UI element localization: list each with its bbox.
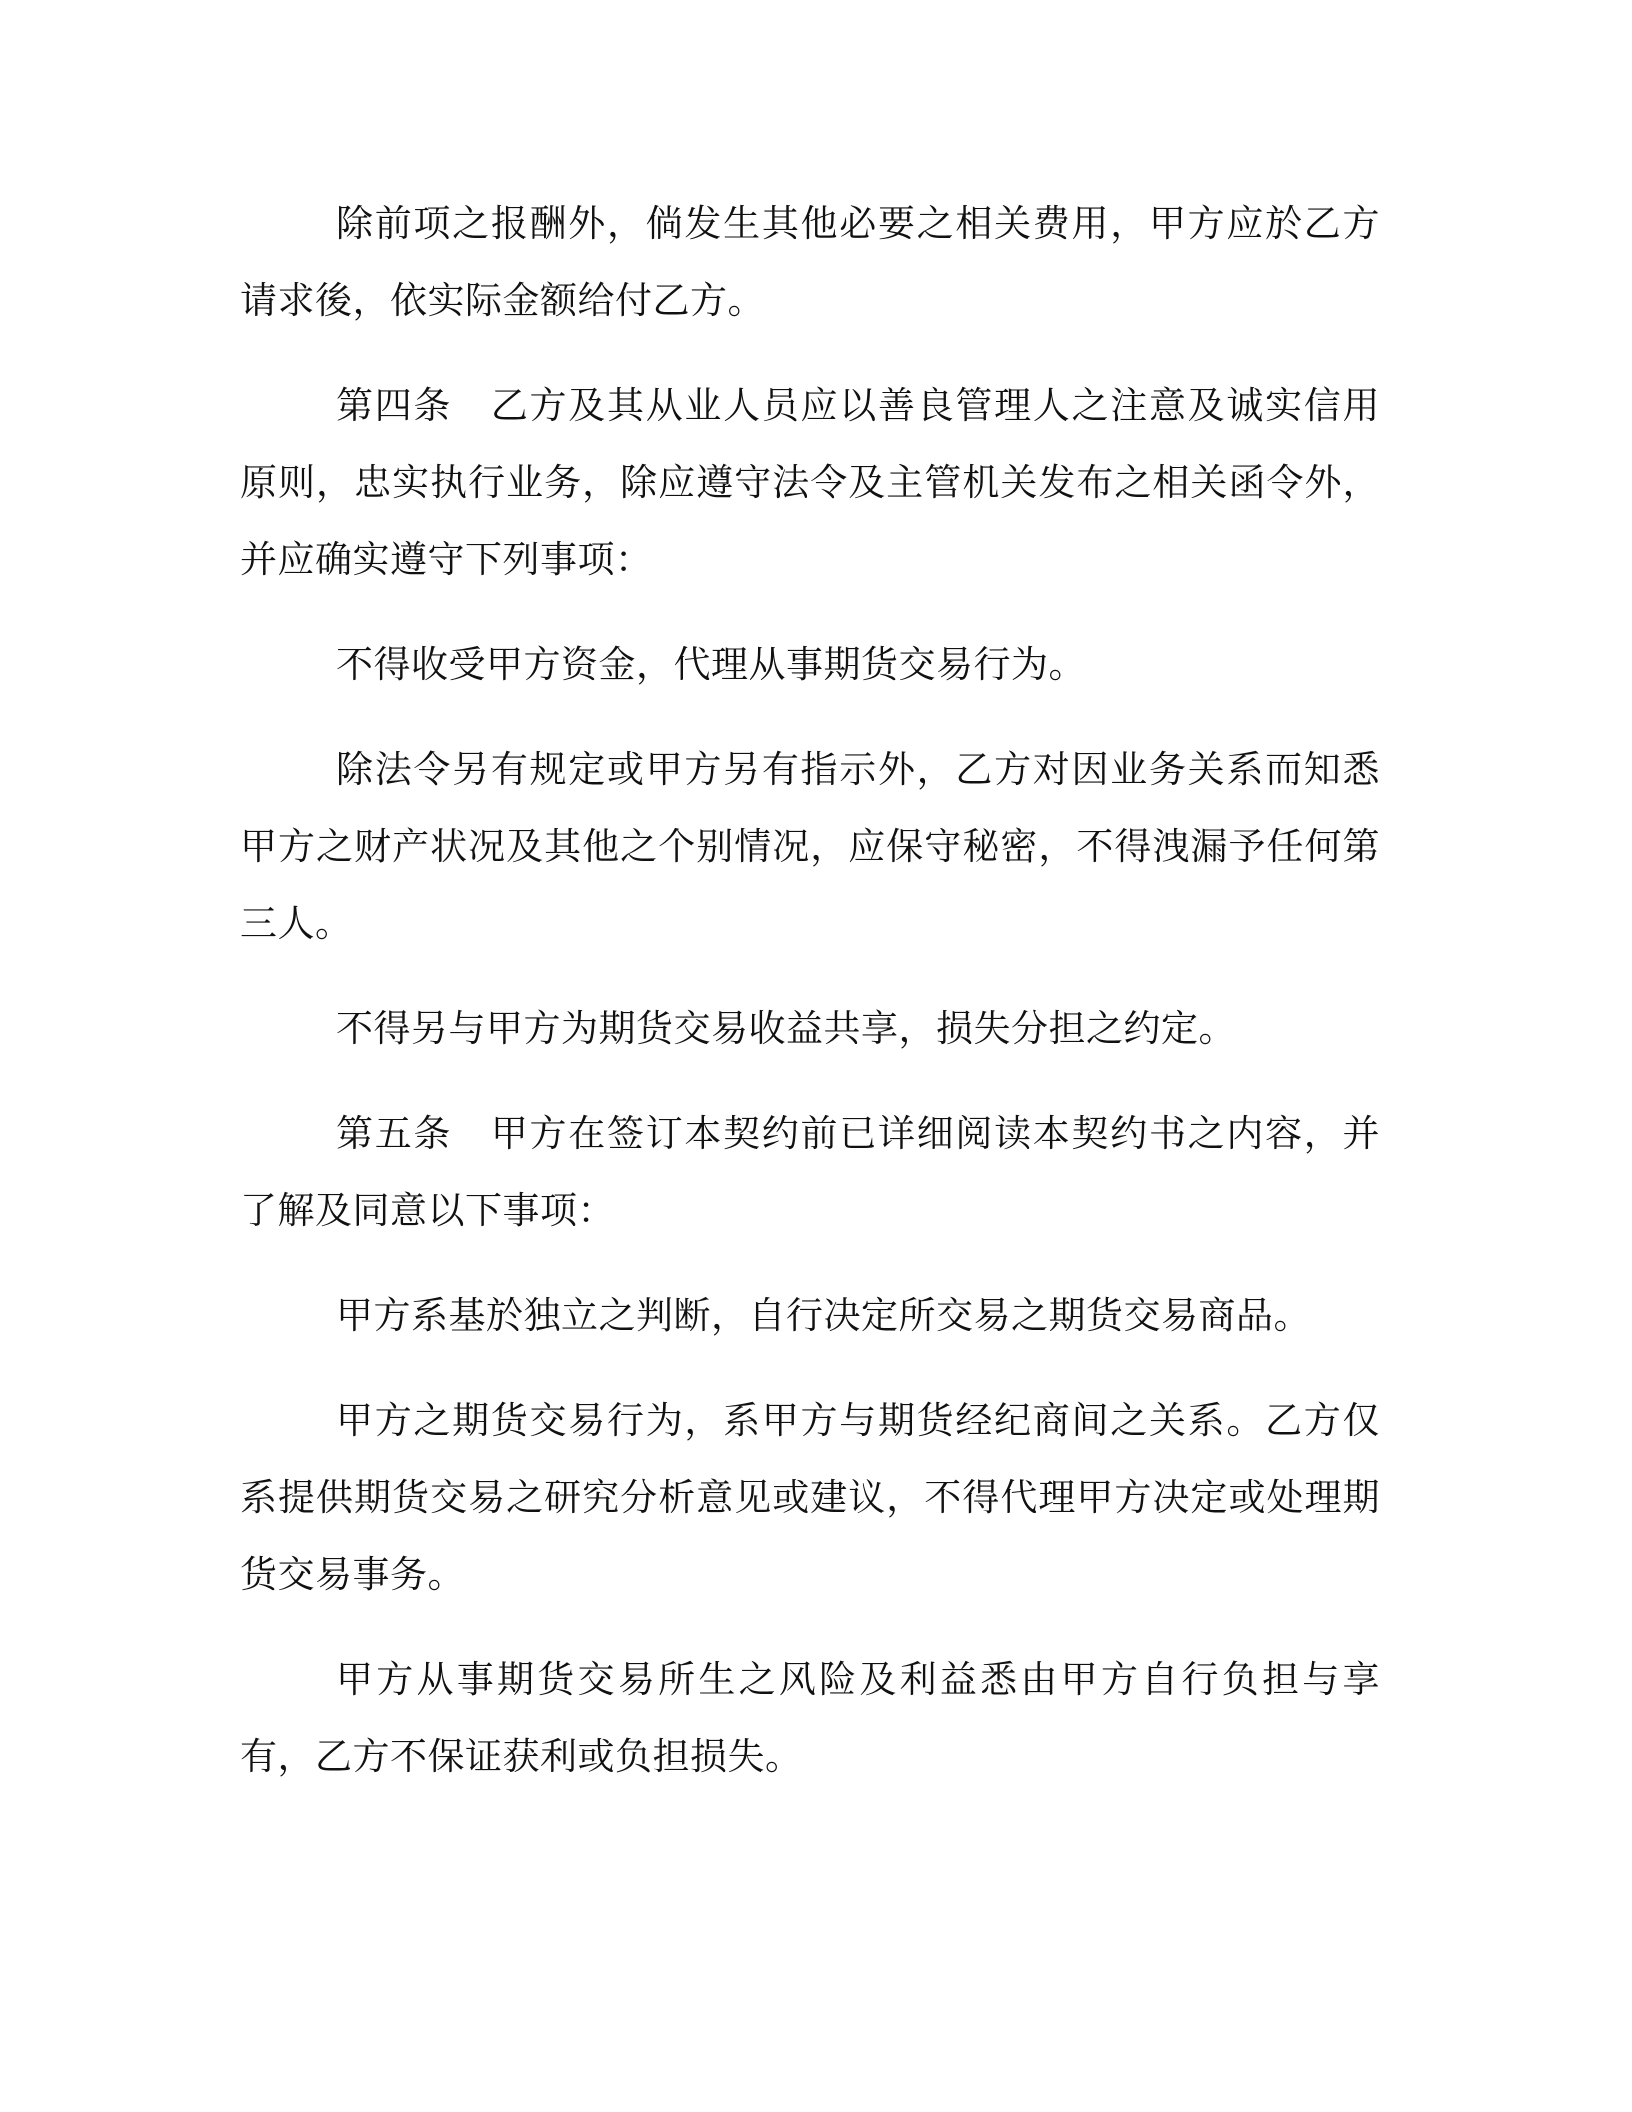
paragraph-broker-relationship: 甲方之期货交易行为，系甲方与期货经纪商间之关系。乙方仅系提供期货交易之研究分析意见或建议，不得代理甲方决定或处理期货交易事务。 [240,1399,1380,1596]
paragraph-no-profit-sharing: 不得另与甲方为期货交易收益共享，损失分担之约定。 [336,1007,1236,1050]
paragraph-confidentiality: 除法令另有规定或甲方另有指示外，乙方对因业务关系而知悉甲方之财产状况及其他之个别情况，应保守秘密，不得洩漏予任何第三人。 [240,748,1380,945]
paragraph-fee-reimbursement: 除前项之报酬外，倘发生其他必要之相关费用，甲方应於乙方请求後，依实际金额给付乙方。 [240,202,1380,322]
paragraph-article-4: 第四条 乙方及其从业人员应以善良管理人之注意及诚实信用原则，忠实执行业务，除应遵守法令及主管机关发布之相关函令外，并应确实遵守下列事项： [240,384,1380,581]
document-body [240,185,1380,1823]
paragraph-independent-judgment: 甲方系基於独立之判断，自行决定所交易之期货交易商品。 [336,1294,1311,1337]
paragraph-risk: 甲方从事期货交易所生之风险及利益悉由甲方自行负担与享有，乙方不保证获利或负担损失。 [240,1658,1380,1778]
paragraph-no-funds: 不得收受甲方资金，代理从事期货交易行为。 [336,643,1086,686]
paragraph-article-5: 第五条 甲方在签订本契约前已详细阅读本契约书之内容，并了解及同意以下事项： [240,1112,1380,1232]
